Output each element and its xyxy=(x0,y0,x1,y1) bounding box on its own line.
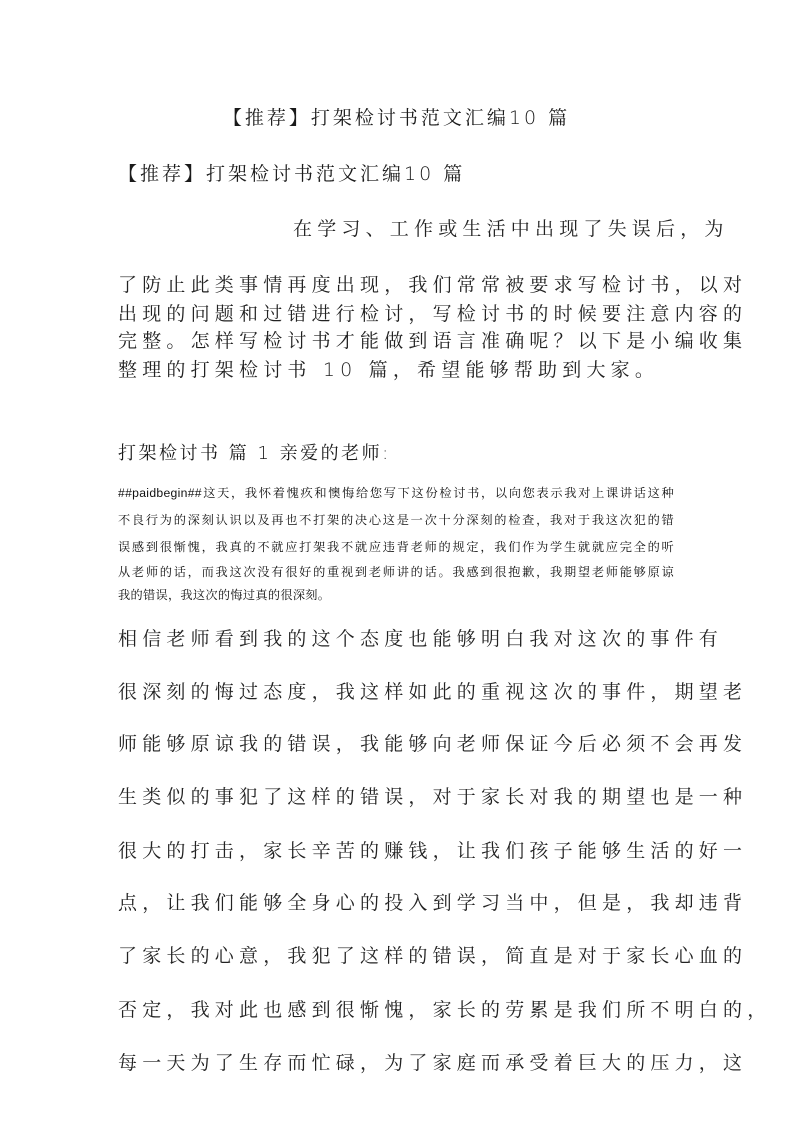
intro-line: 完整。怎样写检讨书才能做到语言准确呢？以下是小编收集 xyxy=(118,330,748,352)
body-line: 点，让我们能够全身心的投入到学习当中，但是，我却违背 xyxy=(118,892,748,914)
paid-marker: ##paidbegin## xyxy=(118,486,202,500)
section-heading: 打架检讨书 篇 1 亲爱的老师: xyxy=(118,443,391,464)
body-line: 很大的打击，家长辛苦的赚钱，让我们孩子能够生活的好一 xyxy=(118,840,748,862)
body-line: 很深刻的悔过态度，我这样如此的重视这次的事件，期望老 xyxy=(118,681,748,703)
body-line: 每一天为了生存而忙碌，为了家庭而承受着巨大的压力，这 xyxy=(118,1052,748,1074)
document-subtitle: 【推荐】打架检讨书范文汇编10 篇 xyxy=(118,163,466,185)
intro-line: 整理的打架检讨书 10 篇，希望能够帮助到大家。 xyxy=(118,359,660,381)
body-line: 师能够原谅我的错误，我能够向老师保证今后必须不会再发 xyxy=(118,733,748,755)
body-line: 相信老师看到我的这个态度也能够明白我对这次的事件有 xyxy=(118,628,724,650)
small-line: 误感到很惭愧，我真的不就应打架我不就应违背老师的规定，我们作为学生就就应完全的听 xyxy=(118,540,674,554)
small-line: 不良行为的深刻认识以及再也不打架的决心这是一次十分深刻的检查，我对于我这次犯的错 xyxy=(118,513,674,527)
small-line-text: 这天，我怀着愧疚和懊悔给您写下这份检讨书，以向您表示我对上课讲话这种 xyxy=(201,486,674,500)
body-line: 生类似的事犯了这样的错误，对于家长对我的期望也是一种 xyxy=(118,786,748,808)
intro-line: 出现的问题和过错进行检讨，写检讨书的时候要注意内容的 xyxy=(118,303,748,325)
intro-line: 在学习、工作或生活中出现了失误后，为 xyxy=(293,218,729,240)
document-title: 【推荐】打架检讨书范文汇编10 篇 xyxy=(222,107,571,129)
body-line: 否定，我对此也感到很惭愧，家长的劳累是我们所不明白的， xyxy=(118,999,772,1021)
body-line: 了家长的心意，我犯了这样的错误，简直是对于家长心血的 xyxy=(118,945,748,967)
small-line: 我的错误，我这次的悔过真的很深刻。 xyxy=(118,588,331,602)
intro-line: 了防止此类事情再度出现，我们常常被要求写检讨书，以对 xyxy=(118,274,748,296)
small-line: 从老师的话，而我这次没有很好的重视到老师讲的话。我感到很抱歉，我期望老师能够原谅 xyxy=(118,565,674,579)
small-line xyxy=(118,484,674,501)
